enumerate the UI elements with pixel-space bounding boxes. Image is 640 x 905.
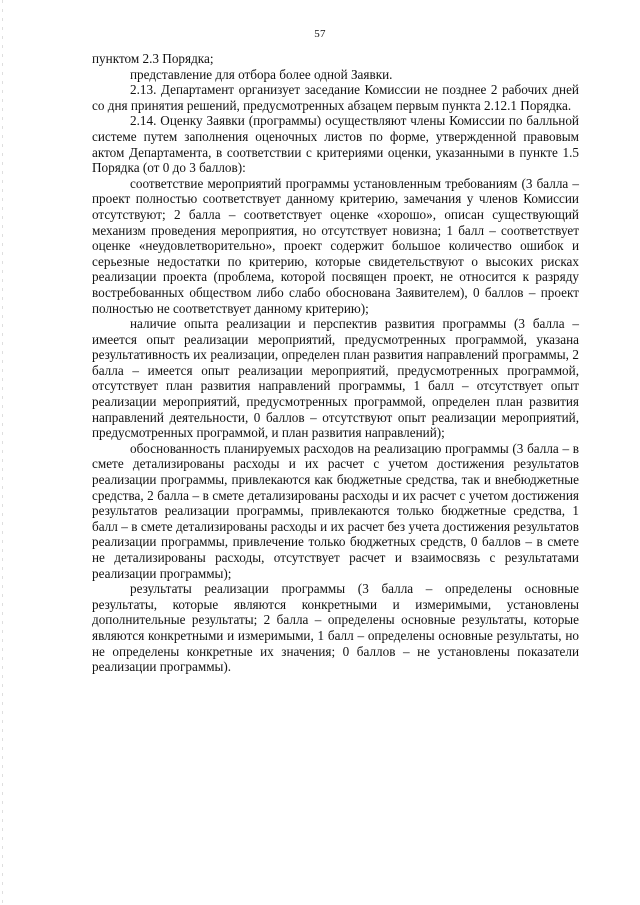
criterion-compliance: соответствие мероприятий программы установленным требованиям (3 балла – проект полностью соответствует данному критерию, замечания у членов Комиссии отсутствуют; 2 балла – соответствует оценке «хорошо», описан существующий механизм проведения мероприятия, но отсутствует новизна; 1 балл – соответствует оценке «неудовлетворительно», проект содержит большое количество ошибок и серьезные недостатки по критерию, которые свидетельствуют о высоких рисках реализации проекта (проблема, которой посвящен проект, не относится к разряду востребованных обществом либо слабо обоснована Заявителем), 0 баллов – проект полностью не соответствует данному критерию); (92, 175, 579, 316)
document-body (92, 51, 579, 675)
paragraph-continuation: пунктом 2.3 Порядка; (92, 51, 214, 66)
criterion-expenses: обоснованность планируемых расходов на реализацию программы (3 балла – в смете детализированы расходы и их расчет с учетом достижения результатов реализации программы, привлекаются как бюджетные средства, так и внебюджетные средства, 2 балла – в смете детализированы расходы и их расчет с учетом достижения результатов реализации программы, привлекаются только бюджетные средства, 1 балл – в смете детализированы расходы и их расчет без учета достижения результатов реализации программы, привлечение только бюджетных средств, 0 баллов – в смете не детализированы расходы, отсутствует расчет и взаимосвязь с результатами реализации программы); (92, 440, 579, 581)
criterion-results: результаты реализации программы (3 балла – определены основные результаты, которые являются конкретными и измеримыми, установлены дополнительные результаты; 2 балла – определены основные результаты, которые являются конкретными и измеримыми, 1 балл – определены основные результаты, но не определены конкретные их значения; 0 баллов – не установлены показатели реализации программы). (92, 581, 579, 675)
scan-edge-marks (2, 0, 3, 905)
criterion-experience: наличие опыта реализации и перспектив развития программы (3 балла – имеется опыт реализации мероприятий, предусмотренных программой, указана результативность их реализации, определен план развития направлений программы, 2 балла – имеется опыт реализации мероприятий, предусмотренных программой, отсутствует план развития направлений программы, 1 балл – отсутствует опыт реализации мероприятий, предусмотренных программой, определен план развития направлений деятельности, 0 баллов – отсутствуют опыт реализации мероприятий, предусмотренных программой, и план развития направлений); (92, 316, 579, 441)
paragraph-2-13: 2.13. Департамент организует заседание Комиссии не позднее 2 рабочих дней со дня принятия решений, предусмотренных абзацем первым пункта 2.12.1 Порядка. (92, 82, 579, 113)
paragraph-2-14: 2.14. Оценку Заявки (программы) осуществляют члены Комиссии по балльной системе путем заполнения оценочных листов по форме, утвержденной правовым актом Департамента, в соответствии с критериями оценки, указанными в пункте 1.5 Порядка (от 0 до 3 баллов): (92, 113, 579, 176)
page-number: 57 (314, 28, 326, 40)
paragraph-list-item: представление для отбора более одной Заявки. (130, 66, 393, 82)
